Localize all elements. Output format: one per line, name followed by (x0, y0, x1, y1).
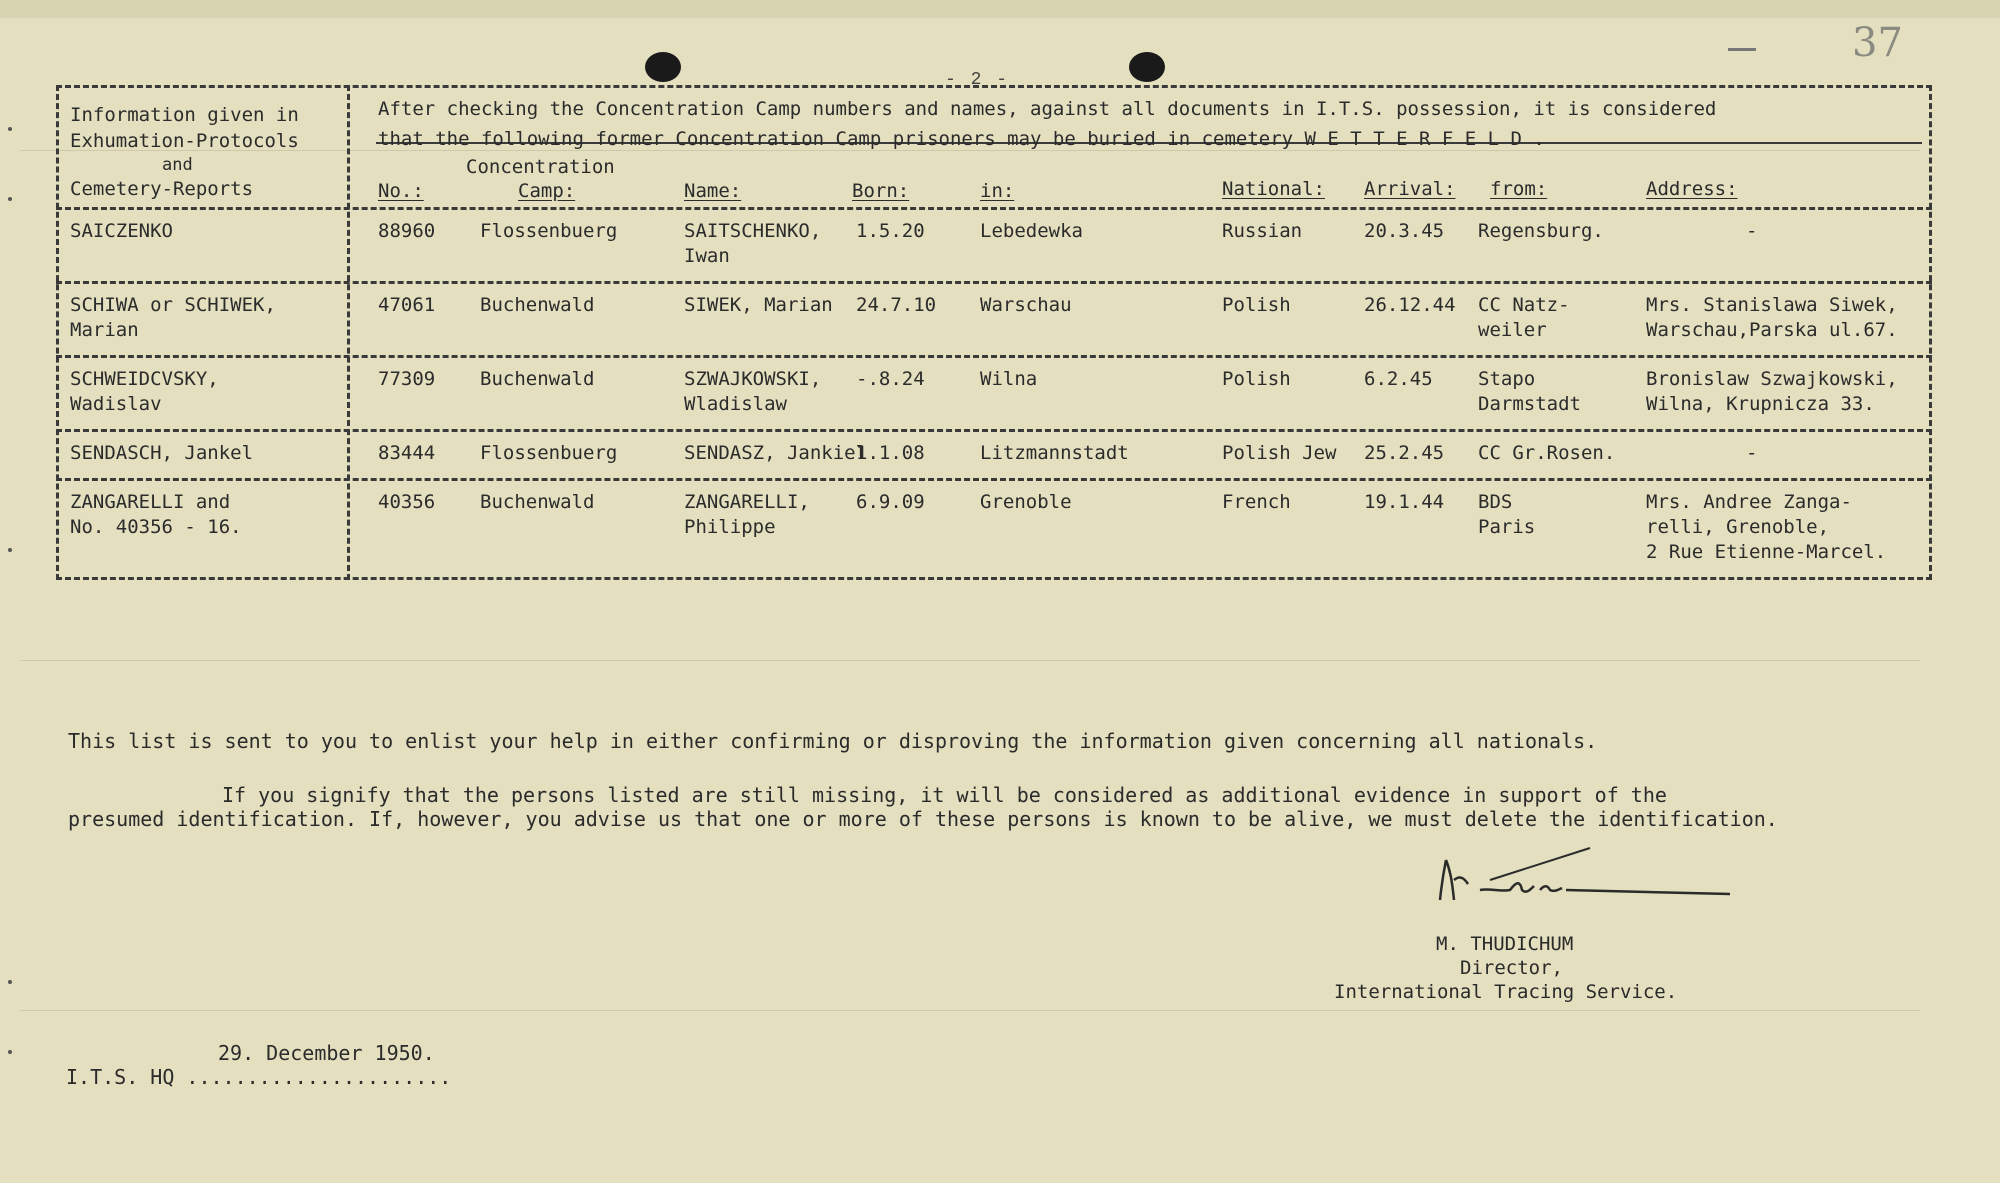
ruled-line (20, 1010, 1920, 1011)
table-row-divider (56, 429, 1932, 432)
paragraph-2-line-1: If you signify that the persons listed are still missing, it will be considered as additional evidence in support of the (222, 783, 1667, 807)
director-signature (1430, 840, 1730, 930)
table-row-divider (56, 207, 1932, 210)
cell-info: Marian (70, 319, 139, 341)
cell-name: Iwan (684, 245, 730, 267)
cell-address: - (1746, 442, 1758, 464)
column-header-no: No.: (378, 180, 424, 202)
cell-no: 47061 (378, 294, 436, 316)
table-row-divider (56, 478, 1932, 481)
cell-camp: Buchenwald (480, 368, 595, 390)
cell-born: 6.9.09 (856, 491, 925, 513)
cell-from: weiler (1478, 319, 1547, 341)
cell-name: SZWAJKOWSKI, (684, 368, 822, 390)
table-column-divider (347, 85, 350, 580)
table-border-bottom (56, 577, 1932, 580)
margin-mark (8, 548, 12, 552)
column-header-camp: Camp: (518, 180, 576, 202)
intro-line: After checking the Concentration Camp numbers and names, against all documents in I.T.S. possession, it is considered (378, 98, 1717, 120)
cell-camp: Flossenbuerg (480, 442, 618, 464)
cell-info: No. 40356 - 16. (70, 516, 242, 538)
cell-arrival: 19.1.44 (1364, 491, 1445, 513)
column-header-in: in: (980, 180, 1015, 202)
cell-name: Philippe (684, 516, 776, 538)
table-border-top (56, 85, 1932, 88)
column-header-address: Address: (1646, 178, 1738, 200)
cell-address: Mrs. Andree Zanga- (1646, 491, 1852, 513)
burial-identification-table (56, 85, 1932, 580)
cell-address: 2 Rue Etienne-Marcel. (1646, 541, 1887, 563)
paragraph-2-line-2: presumed identification. If, however, you advise us that one or more of these persons is known to be alive, we must delete the identification. (68, 807, 1778, 831)
cell-from: Darmstadt (1478, 393, 1581, 415)
cell-info: SAICZENKO (70, 220, 173, 242)
signatory-organization: International Tracing Service. (1334, 981, 1678, 1003)
page-number: 37 (1852, 20, 1903, 66)
info-header-line: Exhumation-Protocols (70, 130, 299, 152)
table-border-right (1929, 85, 1932, 580)
cell-info: ZANGARELLI and (70, 491, 231, 513)
info-header-line: Cemetery-Reports (70, 178, 254, 200)
camp-label-top: Concentration (466, 156, 615, 178)
info-header-line: and (162, 155, 193, 175)
cell-name: SIWEK, Marian (684, 294, 833, 316)
cell-info: SENDASCH, Jankel (70, 442, 254, 464)
info-header-line: Information given in (70, 104, 299, 126)
cell-camp: Flossenbuerg (480, 220, 618, 242)
cell-born: -.8.24 (856, 368, 925, 390)
column-header-national: National: (1222, 178, 1325, 200)
margin-mark (8, 197, 12, 201)
cell-address: - (1746, 220, 1758, 242)
cell-national: Polish (1222, 294, 1291, 316)
cell-info: SCHWEIDCVSKY, (70, 368, 219, 390)
intro-line: that the following former Concentration Camp prisoners may be buried in cemetery W E T T E R F E L D . (378, 128, 1545, 150)
cell-no: 83444 (378, 442, 436, 464)
cell-address: Mrs. Stanislawa Siwek, (1646, 294, 1898, 316)
cell-from: CC Gr.Rosen. (1478, 442, 1616, 464)
column-header-from: from: (1490, 178, 1548, 200)
cell-arrival: 6.2.45 (1364, 368, 1433, 390)
column-header-name: Name: (684, 180, 742, 202)
cell-born: 1.5.20 (856, 220, 925, 242)
signatory-title: Director, (1460, 957, 1563, 979)
cell-in: Wilna (980, 368, 1038, 390)
cell-arrival: 26.12.44 (1364, 294, 1456, 316)
top-band (0, 0, 2000, 18)
ruled-line (20, 660, 1920, 661)
cell-born: 24.7.10 (856, 294, 937, 316)
cell-from: Regensburg. (1478, 220, 1604, 242)
cell-no: 88960 (378, 220, 436, 242)
cell-national: Polish (1222, 368, 1291, 390)
punch-hole-left (645, 52, 681, 82)
cell-arrival: 20.3.45 (1364, 220, 1445, 242)
column-header-arrival: Arrival: (1364, 178, 1456, 200)
cell-name: SAITSCHENKO, (684, 220, 822, 242)
cell-national: Russian (1222, 220, 1303, 242)
cell-name: Wladislaw (684, 393, 787, 415)
margin-mark (8, 980, 12, 984)
column-header-born: Born: (852, 180, 910, 202)
margin-mark (8, 1050, 12, 1054)
cell-no: 77309 (378, 368, 436, 390)
cell-info: Wadislav (70, 393, 162, 415)
cell-in: Grenoble (980, 491, 1072, 513)
cell-from: BDS (1478, 491, 1513, 513)
document-place: I.T.S. HQ ...................... (66, 1065, 452, 1089)
cell-in: Litzmannstadt (980, 442, 1129, 464)
table-border-left (56, 85, 59, 580)
table-row-divider (56, 355, 1932, 358)
margin-mark (8, 127, 12, 131)
cell-address: Wilna, Krupnicza 33. (1646, 393, 1875, 415)
document-date: 29. December 1950. (218, 1041, 435, 1065)
cell-national: French (1222, 491, 1291, 513)
cell-arrival: 25.2.45 (1364, 442, 1445, 464)
cell-in: Lebedewka (980, 220, 1083, 242)
cell-no: 40356 (378, 491, 436, 513)
corner-dash (1728, 48, 1756, 51)
cell-national: Polish Jew (1222, 442, 1337, 464)
cell-from: Paris (1478, 516, 1536, 538)
cell-address: relli, Grenoble, (1646, 516, 1830, 538)
table-row-divider (56, 281, 1932, 284)
punch-hole-right (1129, 52, 1165, 82)
cell-camp: Buchenwald (480, 294, 595, 316)
cell-born: 1.1.08 (856, 442, 925, 464)
paragraph-1: This list is sent to you to enlist your help in either confirming or disproving the information given concerning all nationals. (68, 729, 1598, 753)
cell-from: Stapo (1478, 368, 1536, 390)
cell-name: ZANGARELLI, (684, 491, 810, 513)
page-marker: - 2 - (945, 70, 1010, 90)
signatory-name: M. THUDICHUM (1436, 933, 1574, 955)
cell-from: CC Natz- (1478, 294, 1570, 316)
cell-name: SENDASZ, Jankiel (684, 442, 868, 464)
cell-camp: Buchenwald (480, 491, 595, 513)
cell-in: Warschau (980, 294, 1072, 316)
cell-info: SCHIWA or SCHIWEK, (70, 294, 276, 316)
cell-address: Bronislaw Szwajkowski, (1646, 368, 1898, 390)
cell-address: Warschau,Parska ul.67. (1646, 319, 1898, 341)
